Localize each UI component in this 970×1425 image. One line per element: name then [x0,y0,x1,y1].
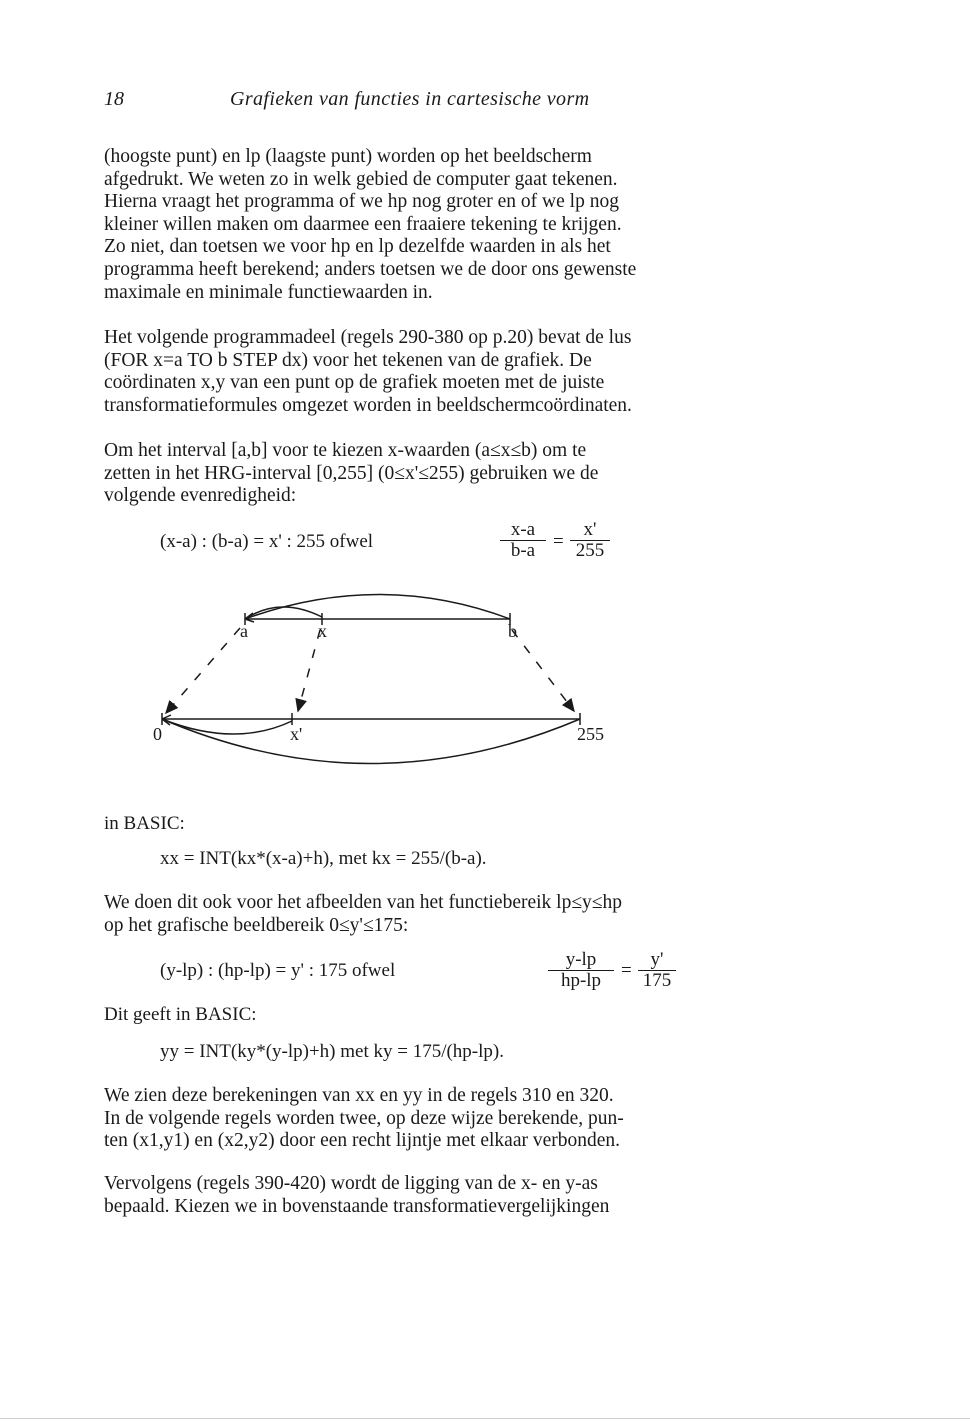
fraction-denominator: b-a [500,540,546,561]
fraction-numerator: x-a [510,519,536,540]
fraction-denominator: 175 [638,970,676,991]
equation-1-text: (x-a) : (b-a) = x' : 255 ofwel [160,531,374,552]
running-title: Grafieken van functies in cartesische vorm [230,88,590,110]
text-line: We doen dit ook voor het afbeelden van het functiebereik lp≤y≤hp [104,892,622,913]
text-line: (hoogste punt) en lp (laagste punt) worden op het beeldscherm [104,146,592,167]
label-255: 255 [577,724,604,744]
fraction-denominator: 255 [570,540,610,561]
text-line: ten (x1,y1) en (x2,y2) door een recht lijntje met elkaar verbonden. [104,1130,621,1152]
label-0: 0 [153,724,162,744]
page-number: 18 [104,88,124,110]
text-line: Om het interval [a,b] voor te kiezen x-waarden (a≤x≤b) om te [104,440,587,461]
text-line: Vervolgens (regels 390-420) wordt de ligging van de x- en y-as [104,1173,598,1194]
text-line: Het volgende programmadeel (regels 290-380 op p.20) bevat de lus [104,327,632,348]
fraction-y-minus-lp-over-hp-minus-lp [548,950,614,991]
equals-sign: = [553,531,564,552]
text-line: Hierna vraagt het programma of we hp nog groter en of we lp nog [104,191,619,213]
paragraph-5 [104,1085,864,1153]
text-line: In de volgende regels worden twee, op deze wijze berekende, pun- [104,1107,624,1129]
fraction-numerator: x' [583,519,597,540]
fraction-numerator: y' [650,949,664,970]
mapping-arrow-a-to-0 [166,628,240,713]
basic-intro-1: in BASIC: [104,813,185,834]
mapping-arrow-x-to-xprime [298,630,320,711]
label-b: b [508,621,517,641]
equation-2-text: (y-lp) : (hp-lp) = y' : 175 ofwel [160,960,396,981]
arc-0-to-255 [162,719,580,764]
mapping-arrow-b-to-255 [512,630,574,711]
label-xprime: x' [290,724,303,744]
basic-code-xx: xx = INT(kx*(x-a)+h), met kx = 255/(b-a). [160,848,487,869]
fraction-yprime-over-175 [638,950,676,991]
text-line: zetten in het HRG-interval [0,255] (0≤x'≤255) gebruiken we de [104,462,599,484]
basic-intro-2: Dit geeft in BASIC: [104,1004,257,1025]
fraction-numerator: y-lp [565,949,597,970]
text-line: volgende evenredigheid: [104,485,297,507]
text-line: (FOR x=a TO b STEP dx) voor het tekenen van de grafiek. De [104,349,592,371]
page-edge-rule [0,1418,970,1419]
text-line: afgedrukt. We weten zo in welk gebied de computer gaat tekenen. [104,168,618,190]
equals-sign: = [621,960,632,981]
arc-a-to-x [245,607,322,619]
paragraph-4 [104,892,864,937]
text-line: maximale en minimale functiewaarden in. [104,281,433,303]
text-line: kleiner willen maken om daarmee een fraaiere tekening te krijgen. [104,213,622,235]
label-x: x [318,621,327,641]
text-line: transformatieformules omgezet worden in beeldschermcoördinaten. [104,394,632,416]
basic-code-yy: yy = INT(ky*(y-lp)+h) met ky = 175/(hp-lp). [160,1041,504,1062]
label-a: a [240,621,248,641]
arc-a-to-b [245,595,510,620]
text-line: coördinaten x,y van een punt op de grafiek moeten met de juiste [104,372,605,394]
text-line: We zien deze berekeningen van xx en yy in de regels 310 en 320. [104,1085,614,1106]
text-line: programma heeft berekend; anders toetsen we de door ons gewenste [104,258,637,280]
text-line: Zo niet, dan toetsen we voor hp en lp dezelfde waarden in als het [104,236,611,258]
paragraph-6 [104,1173,864,1218]
text-line: op het grafische beeldbereik 0≤y'≤175: [104,914,409,936]
fraction-denominator: hp-lp [548,970,614,991]
text-line: bepaald. Kiezen we in bovenstaande transformatievergelijkingen [104,1195,610,1217]
